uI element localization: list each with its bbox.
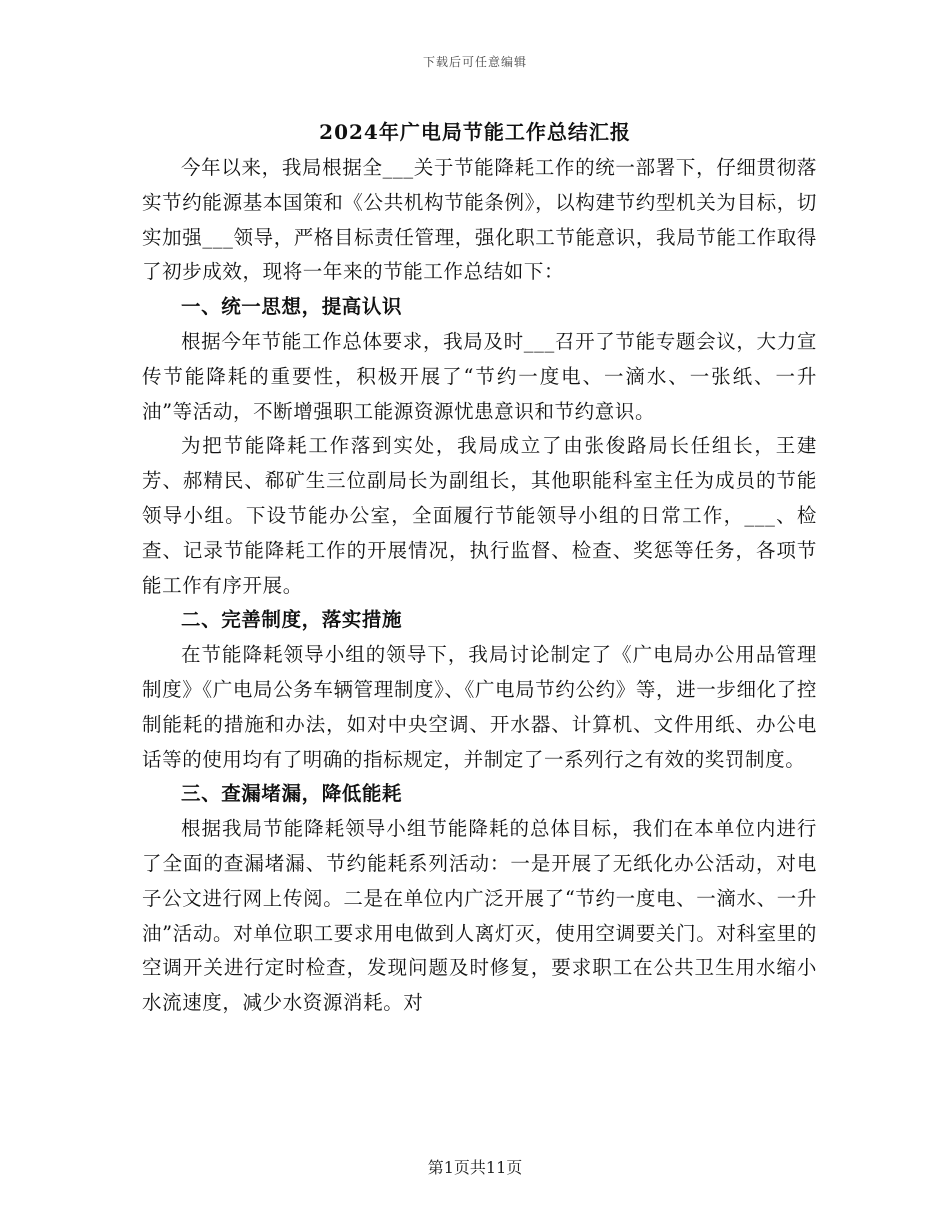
paragraph-intro: 今年以来，我局根据全___关于节能降耗工作的统一部署下，仔细贯彻落实节约能源基本国策和《公共机构节能条例》，以构建节约型机关为目标，切实加强___领导，严格目标责任管理，强化职工节能意识，我局节能工作取得了初步成效，现将一年来的节能工作总结如下：	[142, 156, 817, 284]
paragraph-section3: 根据我局节能降耗领导小组节能降耗的总体目标，我们在本单位内进行了全面的查漏堵漏、节约能耗系列活动：一是开展了无纸化办公活动，对电子公文进行网上传阅。二是在单位内广泛开展了“节约一度电、一滴水、一升油”活动。对单位职工要求用电做到人离灯灭，使用空调要关门。对科室里的空调开关进行定时检查，发现问题及时修复，要求职工在公共卫生用水缩小水流速度，减少水资源消耗。对	[142, 817, 817, 1015]
paragraph-section2: 在节能降耗领导小组的领导下，我局讨论制定了《广电局办公用品管理制度》《广电局公务车辆管理制度》、《广电局节约公约》等，进一步细化了控制能耗的措施和办法，如对中央空调、开水器、计算机、文件用纸、办公电话等的使用均有了明确的指标规定，并制定了一系列行之有效的奖罚制度。	[142, 643, 817, 771]
paragraph-section1-b: 为把节能降耗工作落到实处，我局成立了由张俊路局长任组长，王建芳、郝精民、郗矿生三位副局长为副组长，其他职能科室主任为成员的节能领导小组。下设节能办公室，全面履行节能领导小组的日常工作，___、检查、记录节能降耗工作的开展情况，执行监督、检查、奖惩等任务，各项节能工作有序开展。	[142, 434, 817, 597]
section-heading-2: 二、完善制度，落实措施	[181, 608, 403, 632]
section-heading-3: 三、查漏堵漏，降低能耗	[181, 782, 403, 806]
header-note: 下载后可任意编辑	[422, 55, 527, 69]
document-title: 2024年广电局节能工作总结汇报	[319, 120, 631, 144]
document-body	[142, 151, 817, 1021]
page-number-footer: 第1页共11页	[427, 1158, 523, 1177]
section-heading-1: 一、统一思想，提高认识	[181, 295, 403, 319]
paragraph-section1-a: 根据今年节能工作总体要求，我局及时___召开了节能专题会议，大力宣传节能降耗的重要性，积极开展了“节约一度电、一滴水、一张纸、一升油”等活动，不断增强职工能源资源忧患意识和节约意识。	[142, 329, 817, 423]
